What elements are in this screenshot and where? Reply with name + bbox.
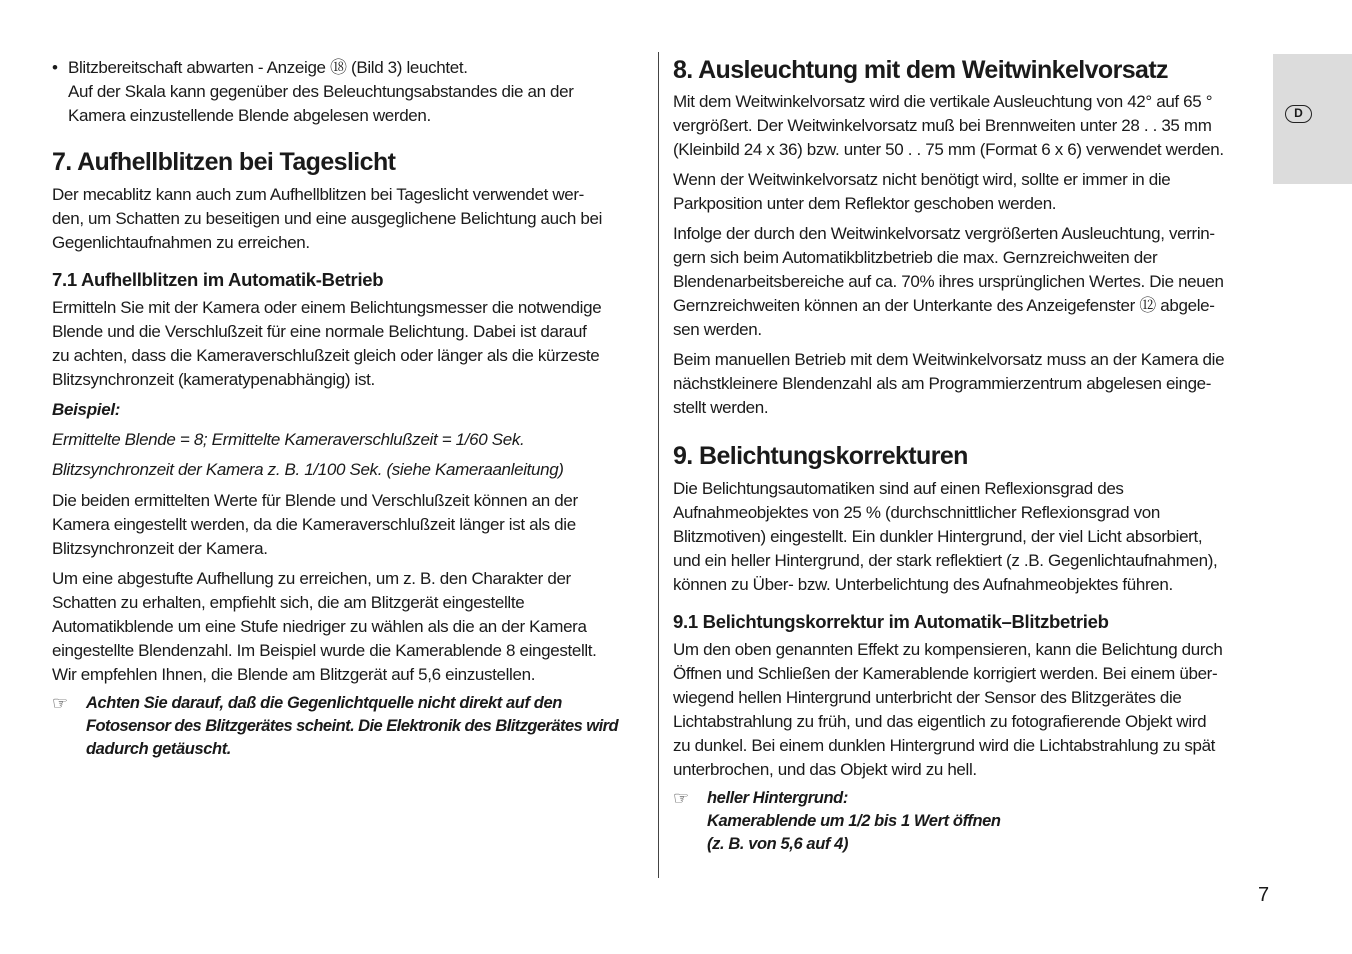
pointing-hand-icon: ☞ bbox=[52, 693, 69, 713]
heading-8: 8. Ausleuchtung mit dem Weitwinkelvorsatz bbox=[673, 56, 1168, 84]
text-line: gern sich beim Automatikblitzbetrieb die max. Gernzreichweiten der bbox=[673, 248, 1158, 267]
text-line: stellt werden. bbox=[673, 398, 769, 417]
text-line: Blitzsynchronzeit (kameratypenabhängig) ist. bbox=[52, 370, 375, 389]
text-line: wiegend hellen Hintergrund unterbricht der Sensor des Blitzgerätes die bbox=[673, 688, 1182, 707]
text-line: zu achten, dass die Kameraverschlußzeit gleich oder länger als die kürzeste bbox=[52, 346, 600, 365]
text-line: vergrößert. Der Weitwinkelvorsatz muß bei Brennweiten unter 28 . . 35 mm bbox=[673, 116, 1212, 135]
note-block bbox=[52, 692, 652, 761]
text-line: Wir empfehlen Ihnen, die Blende am Blitzgerät auf 5,6 einzustellen. bbox=[52, 665, 536, 684]
paragraph-9-1 bbox=[673, 638, 1222, 782]
text-line: Mit dem Weitwinkelvorsatz wird die vertikale Ausleuchtung von 42° auf 65 ° bbox=[673, 92, 1213, 111]
example-line: Blitzsynchronzeit der Kamera z. B. 1/100 Sek. (siehe Kameraanleitung) bbox=[52, 460, 564, 479]
pointing-hand-icon: ☞ bbox=[673, 788, 690, 808]
paragraph-abgestuft bbox=[52, 567, 597, 687]
text-line: Die beiden ermittelten Werte für Blende und Verschlußzeit können an der bbox=[52, 491, 578, 510]
paragraph-8c bbox=[673, 222, 1224, 342]
text-line: nächstkleinere Blendenzahl als am Programmierzentrum abgelesen einge- bbox=[673, 374, 1212, 393]
text-line: eingestellte Blendenzahl. Im Beispiel wurde die Kamerablende 8 eingestellt. bbox=[52, 641, 597, 660]
example-label: Beispiel: bbox=[52, 400, 121, 419]
text-line: Wenn der Weitwinkelvorsatz nicht benötigt wird, sollte er immer in die bbox=[673, 170, 1171, 189]
note-line: Achten Sie darauf, daß die Gegenlichtquelle nicht direkt auf den bbox=[86, 694, 562, 712]
paragraph-7-1 bbox=[52, 296, 601, 392]
text-line: Blende und die Verschlußzeit für eine normale Belichtung. Dabei ist darauf bbox=[52, 322, 587, 341]
text-line: Die Belichtungsautomatiken sind auf einen Reflexionsgrad des bbox=[673, 479, 1124, 498]
heading-7: 7. Aufhellblitzen bei Tageslicht bbox=[52, 148, 396, 176]
paragraph-9 bbox=[673, 477, 1217, 597]
text-line: unterbrochen, und das Objekt wird zu hell. bbox=[673, 760, 977, 779]
text-line: Blitzsynchronzeit der Kamera. bbox=[52, 539, 268, 558]
heading-9-1: 9.1 Belichtungskorrektur im Automatik–Blitzbetrieb bbox=[673, 611, 1109, 632]
text-line: (Kleinbild 24 x 36) bzw. unter 50 . . 75 mm (Format 6 x 6) verwendet werden. bbox=[673, 140, 1224, 159]
text-line: Parkposition unter dem Reflektor geschoben werden. bbox=[673, 194, 1057, 213]
example-line: Ermittelte Blende = 8; Ermittelte Kameraverschlußzeit = 1/60 Sek. bbox=[52, 430, 525, 449]
bullet-mark: • bbox=[52, 58, 58, 77]
paragraph-8b bbox=[673, 168, 1170, 216]
text-line: sen werden. bbox=[673, 320, 762, 339]
language-tab bbox=[1273, 54, 1352, 184]
note-line: heller Hintergrund: bbox=[707, 789, 848, 807]
text-line: Um den oben genannten Effekt zu kompensieren, kann die Belichtung durch bbox=[673, 640, 1223, 659]
note-line: (z. B. von 5,6 auf 4) bbox=[707, 835, 849, 853]
text-line: den, um Schatten zu beseitigen und eine ausgeglichene Belichtung auch bei bbox=[52, 209, 603, 228]
page-number: 7 bbox=[1258, 884, 1270, 906]
paragraph-8a bbox=[673, 90, 1224, 162]
heading-9: 9. Belichtungskorrekturen bbox=[673, 442, 968, 470]
text-line: Der mecablitz kann auch zum Aufhellblitzen bei Tageslicht verwendet wer- bbox=[52, 185, 584, 204]
note-line: Fotosensor des Blitzgerätes scheint. Die Elektronik des Blitzgerätes wird bbox=[86, 717, 619, 735]
text-line: Aufnahmeobjektes von 25 % (durchschnittlicher Reflexionsgrad von bbox=[673, 503, 1160, 522]
text-line: Beim manuellen Betrieb mit dem Weitwinkelvorsatz muss an der Kamera die bbox=[673, 350, 1225, 369]
text-line: Infolge der durch den Weitwinkelvorsatz vergrößerten Ausleuchtung, verrin- bbox=[673, 224, 1215, 243]
paragraph-8d bbox=[673, 348, 1224, 420]
text-line: Schatten zu erhalten, empfiehlt sich, die am Blitzgerät eingestellte bbox=[52, 593, 525, 612]
text-line: Blendenarbeitsbereiche auf ca. 70% ihres ursprünglichen Wertes. Die neuen bbox=[673, 272, 1224, 291]
text-line: Kamera eingestellt werden, da die Kameraverschlußzeit länger ist als die bbox=[52, 515, 576, 534]
bullet-line: Blitzbereitschaft abwarten - Anzeige ⑱ (Bild 3) leuchtet. bbox=[68, 58, 468, 77]
paragraph-beide bbox=[52, 489, 578, 561]
note-block bbox=[673, 787, 1093, 856]
note-line: Kamerablende um 1/2 bis 1 Wert öffnen bbox=[707, 812, 1001, 830]
column-divider bbox=[658, 52, 659, 878]
text-line: Automatikblende um eine Stufe niedriger zu wählen als die an der Kamera bbox=[52, 617, 587, 636]
bullet-line: Auf der Skala kann gegenüber des Beleuchtungsabstandes die an der bbox=[68, 82, 574, 101]
paragraph-7 bbox=[52, 183, 602, 255]
text-line: und ein heller Hintergrund, der stark reflektiert (z .B. Gegenlichtaufnahmen), bbox=[673, 551, 1218, 570]
text-line: Gernzreichweiten können an der Unterkante des Anzeigefenster ⑫ abgele- bbox=[673, 296, 1215, 315]
bullet-item bbox=[52, 56, 650, 128]
text-line: Gegenlichtaufnahmen zu erreichen. bbox=[52, 233, 310, 252]
text-line: Ermitteln Sie mit der Kamera oder einem Belichtungsmesser die notwendige bbox=[52, 298, 602, 317]
text-line: können zu Über- bzw. Unterbelichtung des Aufnahmeobjektes führen. bbox=[673, 575, 1173, 594]
heading-7-1: 7.1 Aufhellblitzen im Automatik-Betrieb bbox=[52, 269, 384, 290]
bullet-line: Kamera einzustellende Blende abgelesen werden. bbox=[68, 106, 431, 125]
text-line: Um eine abgestufte Aufhellung zu erreichen, um z. B. den Charakter der bbox=[52, 569, 571, 588]
text-line: Lichtabstrahlung zu früh, und das eigentlich zu fotografierende Objekt wird bbox=[673, 712, 1207, 731]
note-line: dadurch getäuscht. bbox=[86, 740, 231, 758]
text-line: Blitzmotiven) eingestellt. Ein dunkler Hintergrund, der viel Licht absorbiert, bbox=[673, 527, 1203, 546]
language-badge: D bbox=[1285, 105, 1312, 123]
text-line: zu dunkel. Bei einem dunklen Hintergrund wird die Lichtabstrahlung zu spät bbox=[673, 736, 1216, 755]
text-line: Öffnen und Schließen der Kamerablende korrigiert werden. Bei einem über- bbox=[673, 664, 1218, 683]
